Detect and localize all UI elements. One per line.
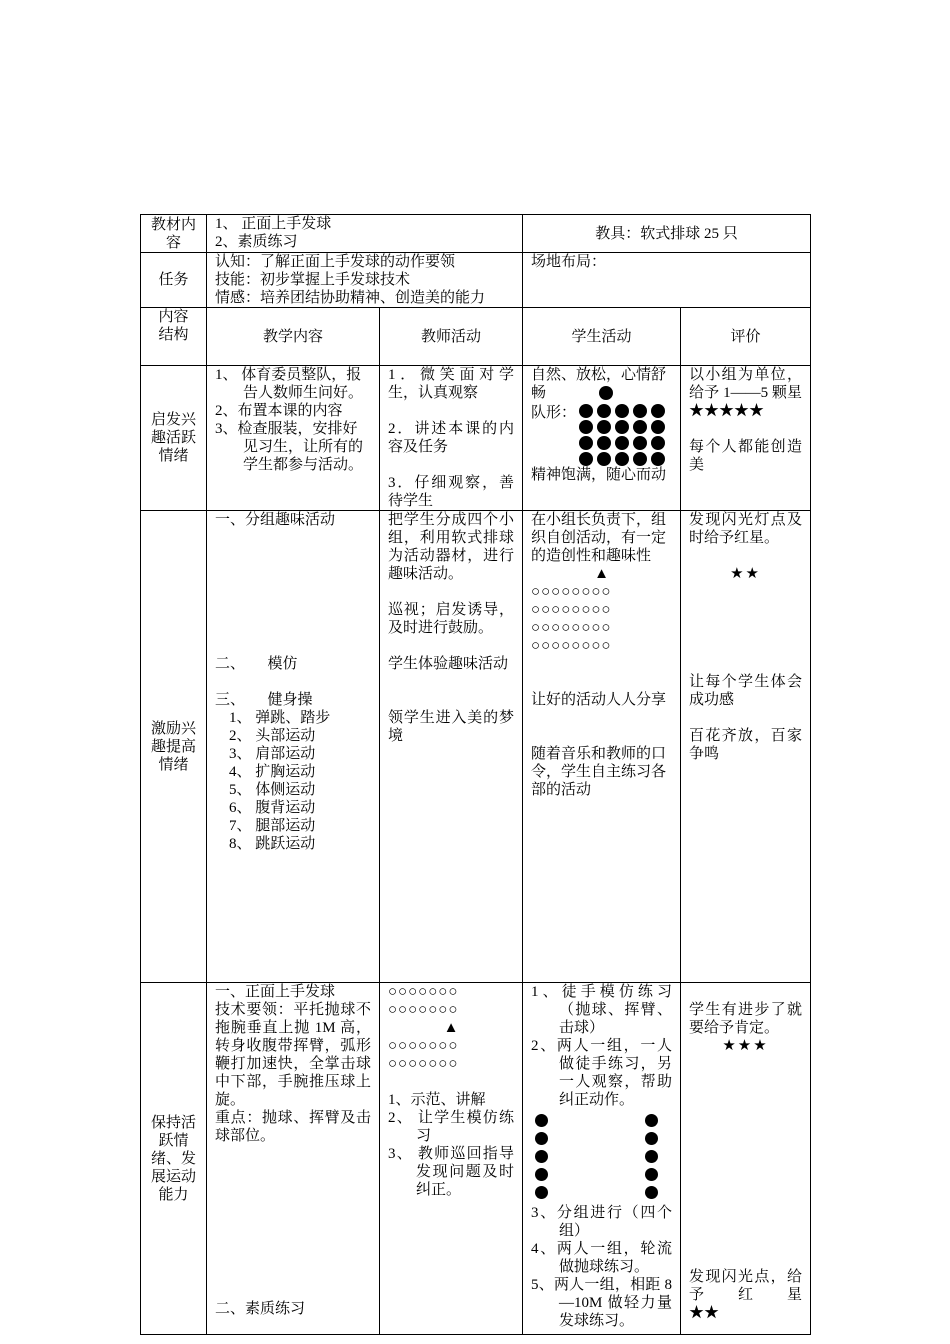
- pair-column-left: [535, 1109, 548, 1204]
- content-item: 三、 健身操: [215, 692, 313, 708]
- content-item: 3、检查服装，安排好见习生，让所有的学生都参与活动。: [215, 421, 364, 473]
- evaluation: [681, 366, 811, 511]
- section-label: 保持活跃情绪、发展运动能力: [141, 983, 207, 1335]
- column-header-row: [141, 308, 811, 366]
- student-item: 1、徒手模仿练习（抛球、挥臂、击球）: [531, 984, 673, 1036]
- material-label: 教材内容: [141, 215, 207, 253]
- circle-row: ○○○○○○○: [388, 1002, 459, 1018]
- content-item: 二、素质练习: [215, 1301, 306, 1317]
- teacher-item: 学生体验趣味活动: [388, 656, 509, 672]
- task-item: 认知：了解正面上手发球的动作要领: [215, 254, 456, 270]
- exercise-item: 4、 扩胸运动: [229, 764, 316, 780]
- student-text: 精神饱满，随心而动: [531, 467, 667, 483]
- material-item: 1、 正面上手发球: [215, 216, 332, 232]
- content-item: 重点：抛球、挥臂及击球部位。: [215, 1110, 371, 1144]
- structure-label-line: 结构: [158, 327, 189, 343]
- circle-row: ○○○○○○○○: [531, 620, 612, 636]
- student-activity: [523, 366, 681, 511]
- section-row-2: [141, 511, 811, 983]
- triangle-mark: ▲: [443, 1020, 459, 1036]
- circle-row: ○○○○○○○: [388, 984, 459, 1000]
- task-item: 情感：培养团结协助精神、创造美的能力: [215, 290, 486, 306]
- teacher-activity: [380, 983, 523, 1335]
- section-label: 启发兴趣活跃情绪: [141, 366, 207, 511]
- student-text: 让好的活动人人分享: [531, 692, 667, 708]
- star-rating: ★★★: [722, 1038, 769, 1054]
- teacher-item: 2．讲述本课的内容及任务: [388, 421, 515, 455]
- section-content: [207, 983, 380, 1335]
- student-item: 5、两人一组，相距 8—10M 做轻力量发球练习。: [531, 1277, 673, 1329]
- task-row: [141, 253, 811, 308]
- pair-column-right: [645, 1109, 658, 1204]
- lesson-plan-table: [140, 214, 848, 1335]
- formation-dots: [579, 404, 672, 466]
- task-label: 任务: [141, 253, 207, 308]
- structure-label: [141, 308, 207, 366]
- teacher-item: 领学生进入美的梦境: [388, 710, 515, 744]
- content-item: 2、布置本课的内容: [215, 403, 343, 419]
- teacher-activity: [380, 366, 523, 511]
- exercise-item: 2、 头部运动: [229, 728, 316, 744]
- exercise-item: 8、 跳跃运动: [229, 836, 316, 852]
- venue-cell: 场地布局：: [523, 253, 811, 308]
- circle-row: ○○○○○○○○: [531, 602, 612, 618]
- content-item: 技术要领：平托抛球不拖腕垂直上抛 1M 高，转身收腹带挥臂，弧形鞭打加速快，全掌击球中下部，手腕推压球上旋。: [215, 1002, 371, 1108]
- equipment-cell: 教具：软式排球 25 只: [523, 215, 811, 253]
- exercise-item: 1、 弹跳、踏步: [229, 710, 331, 726]
- section-content: [207, 366, 380, 511]
- content-item: 一、分组趣味活动: [215, 512, 336, 528]
- exercise-item: 7、 腿部运动: [229, 818, 316, 834]
- eval-text: 发现闪光点，给予红星 ★★: [689, 1269, 848, 1321]
- teacher-activity: [380, 511, 523, 983]
- teacher-item: 3．仔细观察，善待学生: [388, 475, 515, 509]
- content-item: 1、 体育委员整队，报告人数师生问好。: [215, 367, 364, 401]
- student-item: 4、两人一组，轮流做抛球练习。: [531, 1241, 673, 1275]
- circle-row: ○○○○○○○○: [531, 584, 612, 600]
- exercise-item: 6、 腹背运动: [229, 800, 316, 816]
- section-content: [207, 511, 380, 983]
- teacher-item: 3、 教师巡回指导发现问题及时纠正。: [388, 1146, 515, 1198]
- eval-text: 百花齐放，百家争鸣: [689, 728, 803, 762]
- column-header: 教师活动: [380, 308, 523, 366]
- formation-diagram: [531, 404, 672, 466]
- student-item: 3、分组进行（四个组）: [531, 1205, 673, 1239]
- material-content: [207, 215, 523, 253]
- teacher-item: 2、 让学生模仿练习: [388, 1110, 515, 1144]
- eval-text: 发现闪光灯点及时给予红星。: [689, 512, 803, 546]
- structure-label-line: 内容: [158, 309, 189, 325]
- column-header: 学生活动: [523, 308, 681, 366]
- exercise-item: 3、 肩部运动: [229, 746, 316, 762]
- student-text: 自然、放松，心情舒畅: [531, 367, 667, 401]
- student-text: 随着音乐和教师的口令，学生自主练习各部的活动: [531, 746, 667, 798]
- circle-row: ○○○○○○○: [388, 1038, 459, 1054]
- student-activity: [523, 511, 681, 983]
- student-text: 在小组长负责下，组织自创活动，有一定的造创性和趣味性: [531, 512, 667, 564]
- task-item: 技能：初步掌握上手发球技术: [215, 272, 411, 288]
- column-header: 评价: [681, 308, 811, 366]
- student-activity: [523, 983, 681, 1335]
- material-item: 2、素质练习: [215, 234, 298, 250]
- section-row-1: [141, 366, 811, 511]
- circle-row: ○○○○○○○○: [531, 638, 612, 654]
- task-content: [207, 253, 523, 308]
- content-item: 二、 模仿: [215, 656, 298, 672]
- teacher-item: 1、示范、讲解: [388, 1092, 486, 1108]
- teacher-item: 1．微笑面对学生，认真观察: [388, 367, 515, 401]
- section-row-3: [141, 983, 811, 1335]
- teacher-item: 把学生分成四个小组，利用软式排球为活动器材，进行趣味活动。: [388, 512, 515, 582]
- triangle-mark: ▲: [594, 566, 609, 582]
- star-rating: ★★: [730, 566, 761, 582]
- material-row: [141, 215, 811, 253]
- student-item: 2、两人一组，一人做徒手练习，另一人观察，帮助纠正动作。: [531, 1038, 673, 1108]
- section-label: 激励兴趣提高情绪: [141, 511, 207, 983]
- leader-dot: [599, 386, 613, 400]
- evaluation: [681, 511, 811, 983]
- column-header: 教学内容: [207, 308, 380, 366]
- formation-label: 队形：: [531, 405, 577, 421]
- eval-text: 以小组为单位，给予 1——5 颗星★★★★★: [689, 367, 803, 419]
- eval-text: 让每个学生体会成功感: [689, 674, 803, 708]
- eval-text: 学生有进步了就要给予肯定。: [689, 1002, 803, 1036]
- exercise-item: 5、 体侧运动: [229, 782, 316, 798]
- pair-formation: [531, 1109, 672, 1204]
- eval-text: 每个人都能创造美: [689, 439, 803, 473]
- content-item: 一、正面上手发球: [215, 984, 336, 1000]
- teacher-item: 巡视；启发诱导，及时进行鼓励。: [388, 602, 515, 636]
- circle-row: ○○○○○○○: [388, 1056, 459, 1072]
- evaluation: [681, 983, 848, 1335]
